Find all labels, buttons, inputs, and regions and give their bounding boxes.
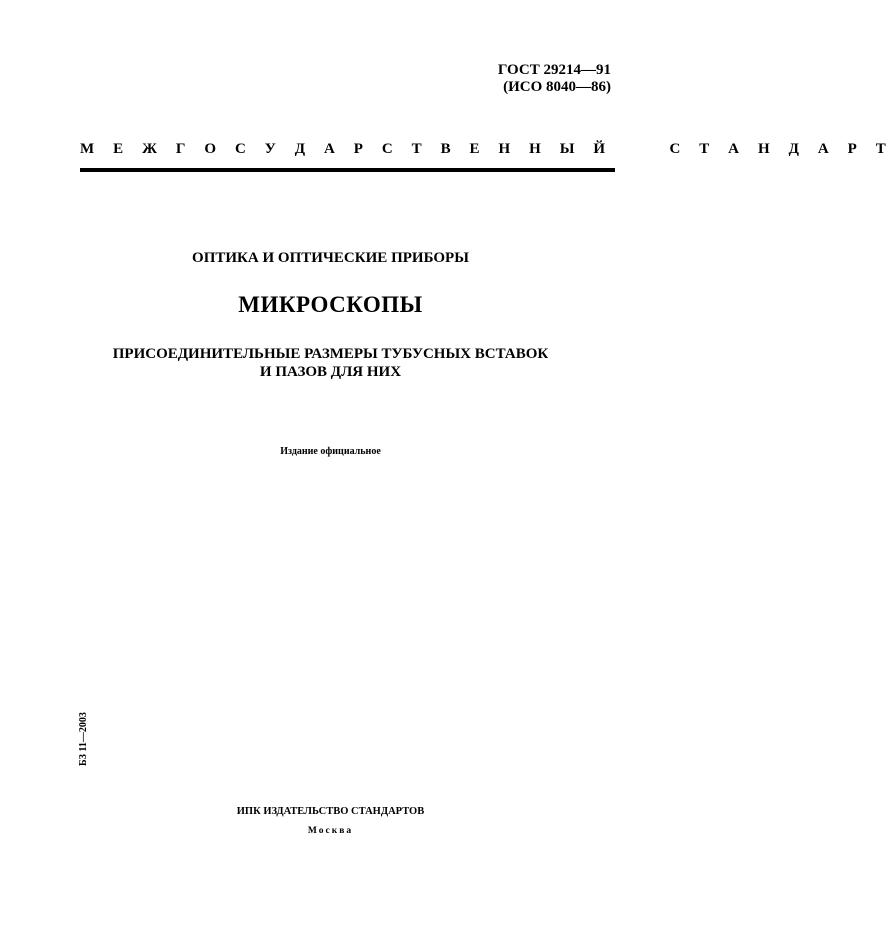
- header-rule: [80, 168, 615, 172]
- standard-type-heading: М Е Ж Г О С У Д А Р С Т В Е Н Н Ы Й С Т А Н Д А Р Т: [80, 141, 893, 157]
- document-title: МИКРОСКОПЫ: [238, 292, 423, 317]
- document-subtitle: [0, 345, 661, 381]
- subtitle-line-2: И ПАЗОВ ДЛЯ НИХ: [259, 364, 402, 380]
- side-code: БЗ 11—2003: [78, 712, 89, 766]
- subtitle-line-1: ПРИСОЕДИНИТЕЛЬНЫЕ РАЗМЕРЫ ТУБУСНЫХ ВСТАВОК: [112, 346, 549, 362]
- subject-area: ОПТИКА И ОПТИЧЕСКИЕ ПРИБОРЫ: [192, 250, 469, 266]
- iso-number: (ИСО 8040—86): [503, 79, 611, 95]
- publisher: ИПК ИЗДАТЕЛЬСТВО СТАНДАРТОВ: [236, 806, 425, 817]
- edition-note: Издание официальное: [280, 446, 381, 457]
- publisher-city: Москва: [307, 826, 354, 836]
- standard-number: ГОСТ 29214—91: [497, 62, 611, 78]
- standard-designation: [461, 62, 611, 96]
